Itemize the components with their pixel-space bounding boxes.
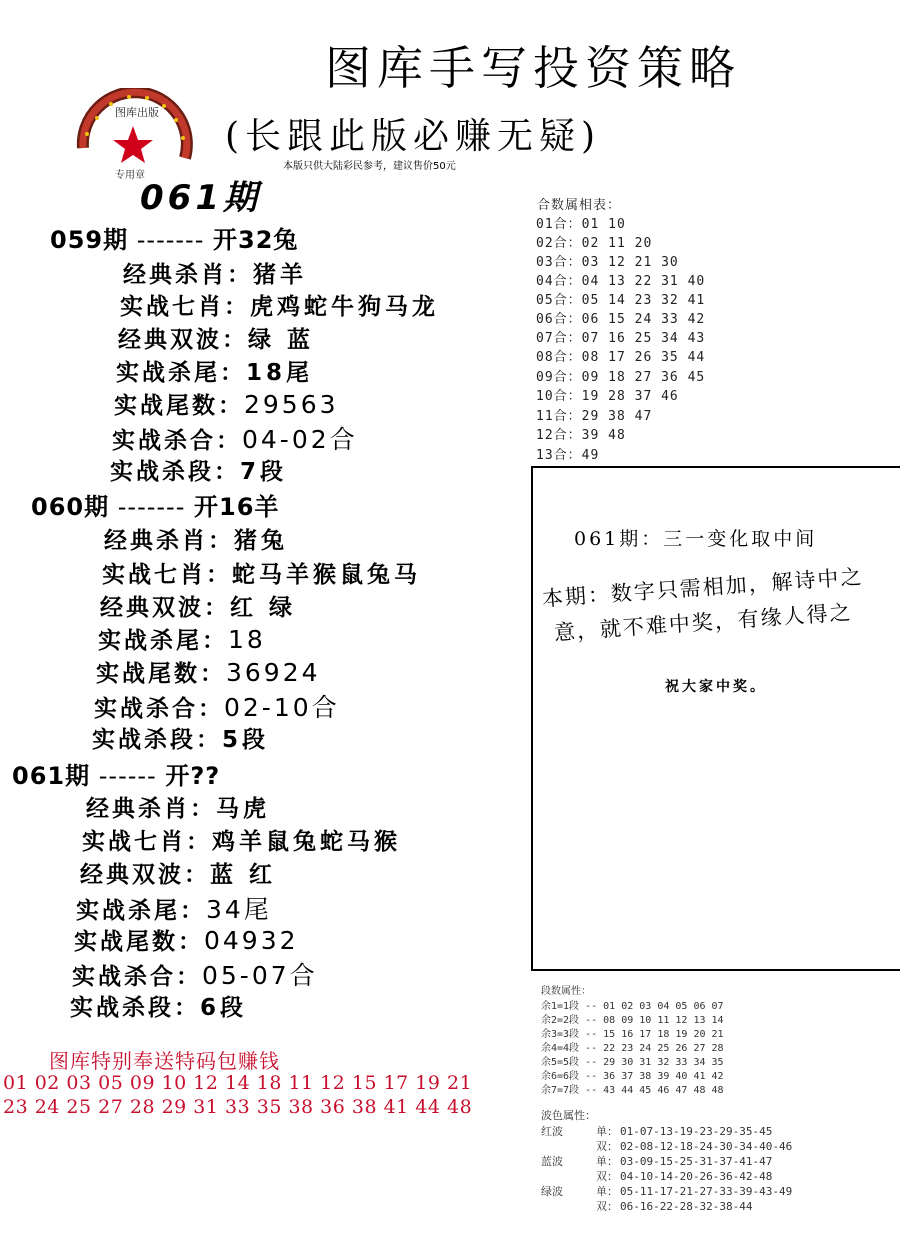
wave-color: 红波 — [541, 1125, 563, 1138]
period-label: 060期 — [31, 493, 110, 521]
row-label: 实战杀合： — [94, 696, 224, 722]
period-061-head — [12, 756, 220, 791]
row-label: 实战七肖： — [102, 562, 232, 588]
wave-type: 双： — [596, 1170, 618, 1183]
price-note: 本版只供大陆彩民参考，建议售价50元 — [283, 161, 456, 172]
row-label: 经典杀肖： — [104, 528, 234, 554]
period-060-head — [31, 487, 279, 522]
wave-row — [541, 1198, 752, 1214]
row-label: 实战尾数： — [96, 661, 226, 687]
segment-row: 余3=3段 -- 15 16 17 18 19 20 21 — [541, 1029, 724, 1040]
row-value: 34尾 — [206, 895, 272, 924]
row-label: 实战尾数： — [74, 929, 204, 955]
star-icon — [113, 126, 153, 163]
row-value: 猪兔 — [234, 528, 288, 554]
row-value: 18 — [228, 625, 266, 654]
row-label: 实战杀合： — [112, 428, 242, 454]
row-value: 04-02合 — [242, 425, 358, 454]
row-label: 经典杀肖： — [123, 262, 253, 288]
period-061-row-5 — [74, 923, 299, 956]
row-label: 经典双波： — [80, 862, 210, 888]
row-value: 6段 — [200, 995, 248, 1021]
row-value: 猪羊 — [253, 262, 307, 288]
wave-color: 蓝波 — [541, 1155, 563, 1168]
current-issue: 061期 — [140, 178, 261, 218]
period-059-row-6 — [112, 420, 358, 456]
he-row: 03合：03 12 21 30 — [536, 255, 679, 270]
period-060-row-5 — [96, 655, 321, 688]
period-061-row-4 — [76, 890, 272, 926]
he-row: 10合：19 28 37 46 — [536, 389, 679, 404]
row-label: 实战七肖： — [82, 829, 212, 855]
he-row: 11合：29 38 47 — [536, 409, 653, 424]
period-059-row-7 — [110, 453, 287, 486]
wave-type: 单： — [596, 1185, 618, 1198]
wave-type: 单： — [596, 1155, 618, 1168]
period-061-row-7 — [70, 989, 247, 1022]
period-060-row-6 — [94, 688, 340, 724]
row-value: 红 绿 — [230, 595, 297, 621]
period-label: 061期 — [12, 762, 91, 790]
period-060-row-7 — [92, 721, 269, 754]
he-row: 08合：08 17 26 35 44 — [536, 350, 706, 365]
poem-blessing: 祝大家中奖。 — [665, 679, 767, 695]
row-value: 鸡羊鼠兔蛇马猴 — [212, 829, 401, 855]
period-061-row-1 — [86, 790, 270, 823]
period-dashes: ------ — [98, 762, 157, 790]
wave-nums: 06-16-22-28-32-38-44 — [620, 1200, 753, 1213]
segment-row: 余4=4段 -- 22 23 24 25 26 27 28 — [541, 1043, 724, 1054]
row-label: 实战尾数： — [114, 393, 244, 419]
period-059-row-2 — [120, 288, 439, 321]
segment-row: 余6=6段 -- 36 37 38 39 40 41 42 — [541, 1071, 724, 1082]
row-value: 05-07合 — [202, 961, 318, 990]
he-row: 01合：01 10 — [536, 217, 626, 232]
period-result: 开16羊 — [194, 493, 280, 521]
period-061-row-2 — [82, 823, 401, 856]
he-row: 04合：04 13 22 31 40 — [536, 274, 706, 289]
row-label: 实战杀尾： — [116, 360, 246, 386]
row-value: 5段 — [222, 727, 270, 753]
row-label: 实战杀段： — [110, 459, 240, 485]
poem-line-3: 意，就不难中奖，有缘人得之 — [553, 600, 854, 645]
segment-row: 余5=5段 -- 29 30 31 32 33 34 35 — [541, 1057, 724, 1068]
row-value: 29563 — [244, 390, 339, 419]
period-059-row-1 — [123, 256, 307, 289]
period-label: 059期 — [50, 226, 129, 254]
segment-row: 余7=7段 -- 43 44 45 46 47 48 48 — [541, 1085, 724, 1096]
he-row: 12合：39 48 — [536, 428, 626, 443]
wave-type: 双： — [596, 1200, 618, 1213]
wave-color: 绿波 — [541, 1185, 563, 1198]
wave-row — [541, 1138, 792, 1154]
row-label: 经典双波： — [100, 595, 230, 621]
row-label: 实战杀段： — [70, 995, 200, 1021]
period-059-row-4 — [116, 354, 313, 387]
row-value: 7段 — [240, 459, 288, 485]
period-059-row-3 — [118, 321, 314, 354]
page-title: 图库手写投资策略 — [325, 41, 741, 95]
segment-row: 余1=1段 -- 01 02 03 04 05 06 07 — [541, 1001, 724, 1012]
waves-title: 波色属性： — [541, 1109, 596, 1122]
wave-type: 单： — [596, 1125, 618, 1138]
row-value: 马虎 — [216, 796, 270, 822]
period-dashes: ------- — [136, 226, 205, 254]
row-label: 实战杀尾： — [98, 628, 228, 654]
he-row: 02合：02 11 20 — [536, 236, 653, 251]
period-061-row-6 — [72, 956, 318, 992]
wave-row — [541, 1183, 792, 1199]
page-subtitle: (长跟此版必赚无疑) — [225, 116, 602, 157]
he-row: 05合：05 14 23 32 41 — [536, 293, 706, 308]
row-value: 绿 蓝 — [248, 327, 315, 353]
he-table-title: 合数属相表： — [537, 198, 622, 213]
gift-numbers-line-2: 23 24 25 27 28 29 31 33 35 38 36 38 41 44 48 — [3, 1096, 473, 1118]
poem-line-2: 本期：数字只需相加，解诗中之 — [541, 564, 865, 611]
gift-title: 图库特别奉送特码包赚钱 — [49, 1049, 280, 1073]
row-value: 虎鸡蛇牛狗马龙 — [250, 294, 439, 320]
segment-row: 余2=2段 -- 08 09 10 11 12 13 14 — [541, 1015, 724, 1026]
period-059-head — [50, 220, 298, 255]
period-059-row-5 — [114, 387, 339, 420]
wave-nums: 01-07-13-19-23-29-35-45 — [620, 1125, 773, 1138]
he-row: 09合：09 18 27 36 45 — [536, 370, 706, 385]
row-label: 经典杀肖： — [86, 796, 216, 822]
row-label: 实战杀尾： — [76, 898, 206, 924]
row-value: 18尾 — [246, 360, 314, 386]
segments-title: 段数属性： — [541, 986, 591, 997]
wave-row — [541, 1168, 772, 1184]
period-060-row-4 — [98, 622, 266, 655]
period-result: 开?? — [165, 762, 221, 790]
wave-nums: 05-11-17-21-27-33-39-43-49 — [620, 1185, 793, 1198]
wave-nums: 04-10-14-20-26-36-42-48 — [620, 1170, 773, 1183]
seal-top-text: 图库出版 — [115, 106, 159, 119]
seal-bottom-text: 专用章 — [115, 170, 145, 181]
row-label: 实战杀合： — [72, 964, 202, 990]
period-060-row-2 — [102, 556, 421, 589]
wave-row — [541, 1123, 772, 1139]
wave-nums: 03-09-15-25-31-37-41-47 — [620, 1155, 773, 1168]
period-dashes: ------- — [117, 493, 186, 521]
wave-row — [541, 1153, 772, 1169]
period-060-row-1 — [104, 522, 288, 555]
row-label: 实战杀段： — [92, 727, 222, 753]
row-label: 经典双波： — [118, 327, 248, 353]
period-060-row-3 — [100, 589, 296, 622]
poem-line-1: 061期：三一变化取中间 — [574, 528, 818, 550]
gift-numbers-line-1: 01 02 03 05 09 10 12 14 18 11 12 15 17 19 21 — [3, 1072, 473, 1094]
row-value: 蓝 红 — [210, 862, 277, 888]
wave-nums: 02-08-12-18-24-30-34-40-46 — [620, 1140, 793, 1153]
he-row: 13合：49 — [536, 448, 600, 463]
period-061-row-3 — [80, 856, 276, 889]
row-value: 36924 — [226, 658, 321, 687]
he-row: 07合：07 16 25 34 43 — [536, 331, 706, 346]
row-label: 实战七肖： — [120, 294, 250, 320]
row-value: 02-10合 — [224, 693, 340, 722]
row-value: 蛇马羊猴鼠兔马 — [232, 562, 421, 588]
wave-type: 双： — [596, 1140, 618, 1153]
he-row: 06合：06 15 24 33 42 — [536, 312, 706, 327]
period-result: 开32兔 — [213, 226, 299, 254]
row-value: 04932 — [204, 926, 299, 955]
